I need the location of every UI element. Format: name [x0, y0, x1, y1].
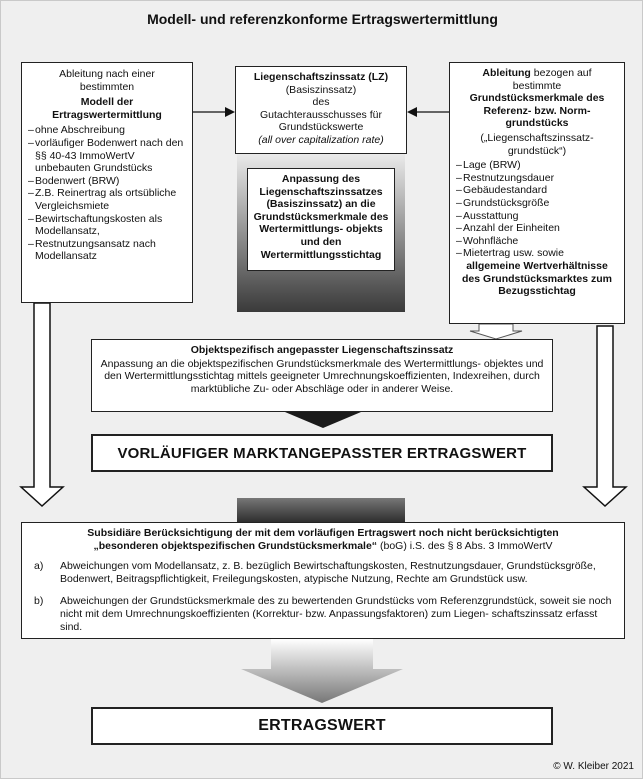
list-item: – Restnutzungsdauer [456, 172, 618, 185]
subsidiary-heading2-bold: „besonderen objektspezifischen Grundstücksmerkmale“ [93, 539, 378, 552]
subsidiary-heading2-rest: (boG) i.S. des § 8 Abs. 3 ImmoWertV [377, 539, 553, 552]
final-down-arrow [241, 639, 403, 703]
list-item: – Bewirtschaftungskosten als Modellansatz, [28, 213, 186, 238]
center-lz-box [235, 66, 407, 154]
center-box-line3: Gutachterausschusses für Grundstückswerte [260, 108, 382, 134]
list-item: – Bodenwert (BRW) [28, 175, 186, 188]
item-text: Abweichungen der Grundstücksmerkmale des zu bewertenden Grundstücks vom Referenzgrundstück, soweit sie noch nicht mit dem Umrechnungskoeffizienten (Korrektur- bzw. Anpassungsfaktoren) zum Liegen- schaftszinssatz erfasst sind. [60, 595, 612, 633]
subsidiary-heading2 [34, 540, 612, 553]
item-text: Abweichungen vom Modellansatz, z. B. bezüglich Bewirtschaftungskosten, Restnutzungsdauer, Grundstücksgröße, Bodenwert, Beitragspflichtigkeit, Freilegungskosten, atypische Nutzung, Rechte am Grundstück usw. [60, 560, 596, 585]
left-down-arrow [21, 303, 63, 506]
left-box-list [28, 124, 186, 263]
center-box-line1: (Basiszinssatz) [285, 83, 357, 96]
preliminary-value-label: VORLÄUFIGER MARKTANGEPASSTER ERTRAGSWERT [117, 444, 527, 462]
list-item: – Gebäudestandard [456, 184, 618, 197]
list-item: – Anzahl der Einheiten [456, 222, 618, 235]
arrow-right-to-center [407, 107, 449, 117]
final-value-box [91, 707, 553, 745]
right-reference-box [449, 62, 625, 324]
list-item: – Wohnfläche [456, 235, 618, 248]
right-box-heading-rest: bezogen auf bestimmte [512, 67, 592, 92]
list-item: – vorläufiger Bodenwert nach den §§ 40-43 ImmoWertV unbebauten Grundstücks [28, 137, 186, 175]
arrow-left-to-center [193, 107, 235, 117]
list-item: – Grundstücksgröße [456, 197, 618, 210]
list-item: – Ausstattung [456, 210, 618, 223]
right-box-list [456, 159, 618, 260]
center-box-line2: des [312, 96, 330, 109]
left-model-box [21, 62, 193, 303]
item-label: a) [34, 560, 44, 573]
diagram-title: Modell- und referenzkonforme Ertragswertermittlung [147, 11, 498, 27]
dark-connector [237, 498, 405, 522]
item-label: b) [34, 595, 44, 608]
object-down-arrow [285, 412, 361, 428]
subsidiary-list [34, 560, 612, 633]
copyright-note: © W. Kleiber 2021 [553, 761, 634, 772]
subsidiary-heading1: Subsidiäre Berücksichtigung der mit dem vorläufigen Ertragswert noch nicht berücksichtigten [87, 527, 559, 539]
object-box-text: Anpassung an die objektspezifischen Grundstücksmerkmale des Wertermittlungs- objektes und den Wertermittlungsstichtag mittels geeigneter Umrechnungskoeffizienten, Indexreihen, durch marktübliche Zu- oder Abschläge oder in anderer Weise. [100, 357, 544, 395]
preliminary-value-box [91, 434, 553, 472]
list-item: – Z.B. Reinertrag als ortsübliche Vergleichsmiete [28, 187, 186, 212]
final-value-label: ERTRAGSWERT [258, 717, 386, 734]
center-box-italic: (all over capitalization rate) [258, 133, 384, 146]
list-item: – Lage (BRW) [456, 159, 618, 172]
adjustment-box [247, 168, 395, 271]
list-item: – ohne Abschreibung [28, 124, 186, 137]
subsidiary-box [21, 522, 625, 639]
list-item: – Mietertrag usw. sowie [456, 247, 618, 260]
right-small-arrow [470, 324, 522, 339]
list-item: – Restnutzungsansatz nach Modellansatz [28, 238, 186, 263]
left-box-intro: Ableitung nach einer bestimmten [59, 68, 155, 93]
right-box-heading-bold: Ableitung [482, 67, 531, 79]
left-box-heading: Modell der Ertragswertermittlung [52, 96, 162, 121]
center-box-heading: Liegenschaftszinssatz (LZ) [253, 71, 389, 83]
right-box-quote: („Liegenschaftszinssatz- grundstück“) [480, 131, 594, 157]
adjustment-text: Anpassung des Liegenschaftszinssatzes (Basiszinssatz) an die Grundstücksmerkmale des Wertermittlungs- objekts und den Wertermittlungsstichtag [253, 173, 389, 261]
right-down-arrow [584, 326, 626, 506]
object-box-heading: Objektspezifisch angepasster Liegenschaftszinssatz [190, 344, 454, 356]
right-box-heading [456, 67, 618, 92]
object-specific-box [91, 339, 553, 412]
right-box-heading2: Grundstücksmerkmale des Referenz- bzw. Norm- grundstücks [469, 92, 605, 130]
right-box-footer: allgemeine Wertverhältnisse des Grundstücksmarktes zum Bezugsstichtag [462, 259, 612, 298]
